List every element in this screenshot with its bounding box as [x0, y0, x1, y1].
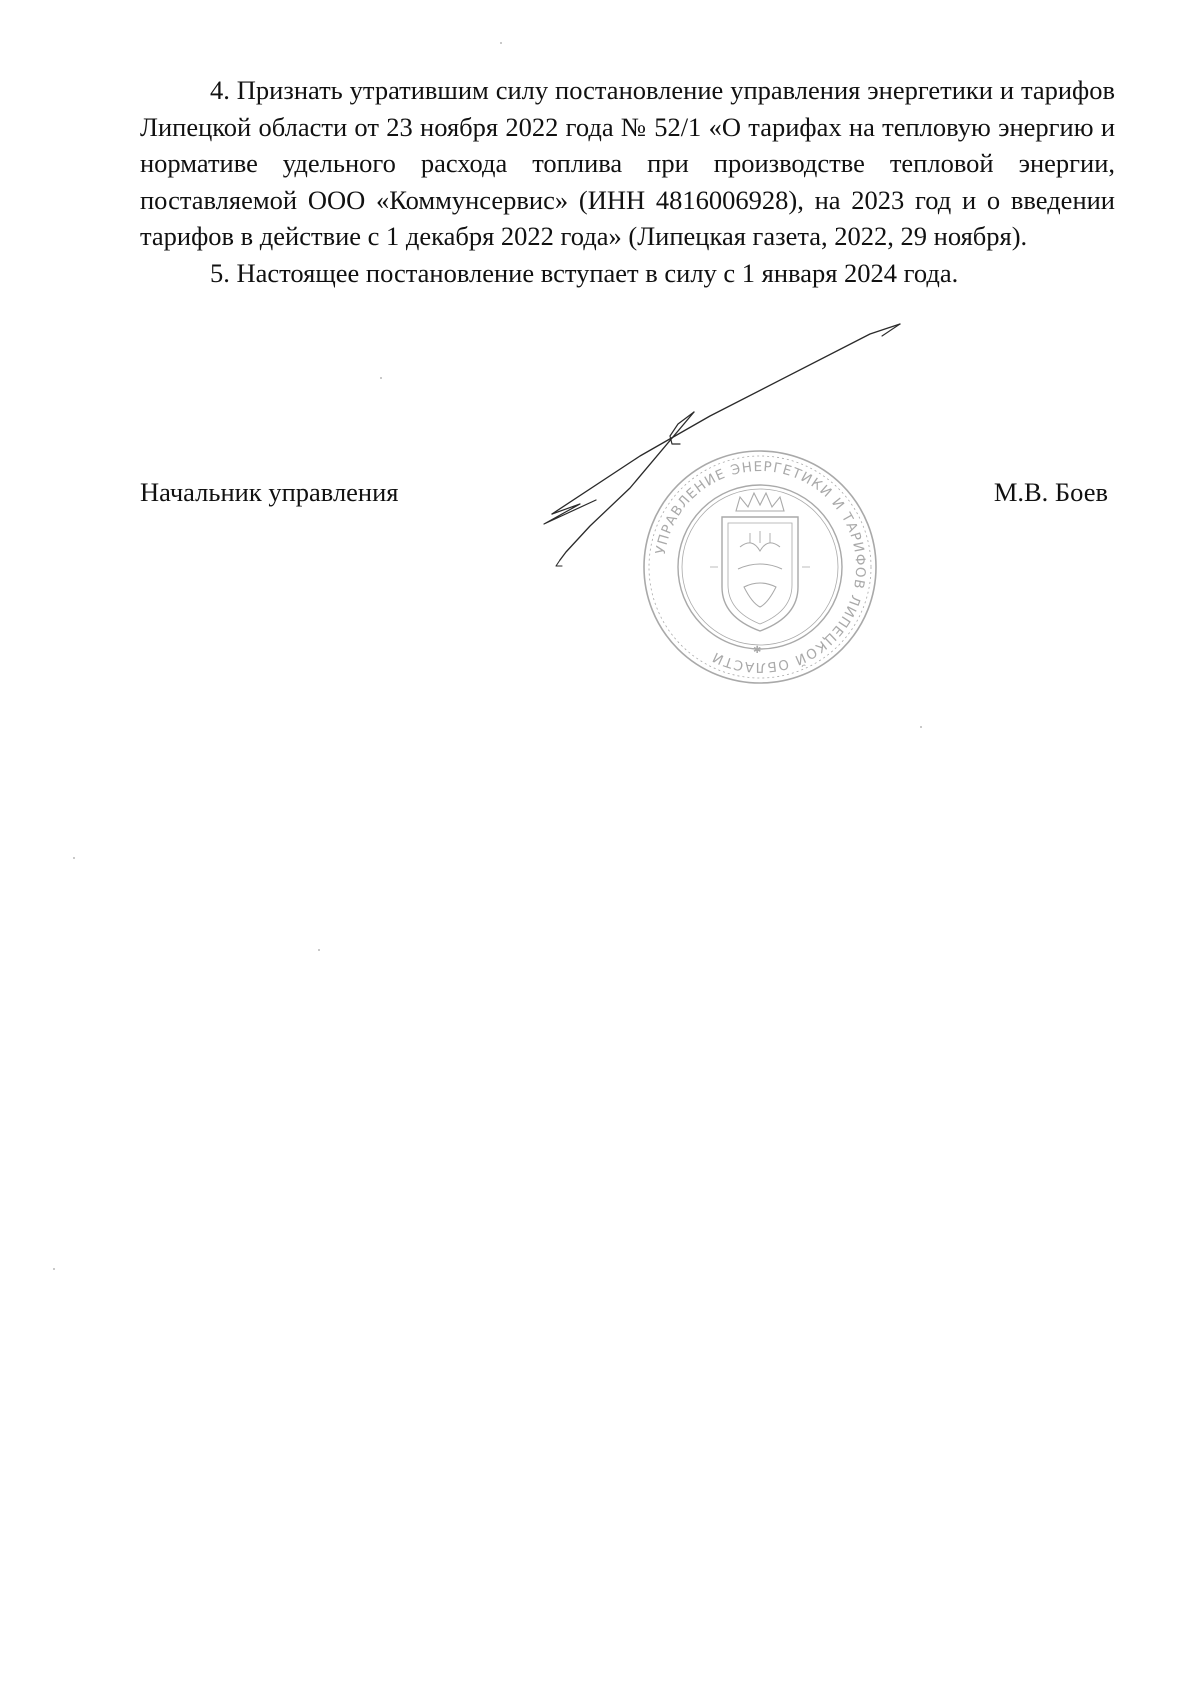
- scan-speck: [73, 857, 75, 859]
- svg-text:✱: ✱: [753, 645, 762, 656]
- document-body: [140, 72, 1115, 291]
- handwritten-signature: [530, 320, 910, 590]
- signatory-position: Начальник управления: [140, 477, 399, 507]
- scan-speck: [318, 949, 320, 951]
- scan-speck: [380, 377, 382, 379]
- scan-speck: [920, 726, 922, 728]
- signatory-name: М.В. Боев: [993, 477, 1108, 507]
- paragraph-5: 5. Настоящее постановление вступает в силу с 1 января 2024 года.: [210, 257, 959, 288]
- scan-speck: [53, 1268, 55, 1270]
- paragraph-4: 4. Признать утратившим силу постановление управления энергетики и тарифов Липецкой области от 23 ноября 2022 года № 52/1 «О тарифах на тепловую энергию и нормативе удельного расхода топлива при производстве тепловой энергии, поставляемой ООО «Коммунсервис» (ИНН 4816006928), на 2023 год и о введении тарифов в действие с 1 декабря 2022 года» (Липецкая газета, 2022, 29 ноября).: [140, 75, 1115, 251]
- scan-speck: [500, 42, 502, 44]
- seal-ring-text: УПРАВЛЕНИЕ ЭНЕРГЕТИКИ И ТАРИФОВ ЛИПЕЦКОЙ ОБЛАСТИ: [652, 458, 869, 676]
